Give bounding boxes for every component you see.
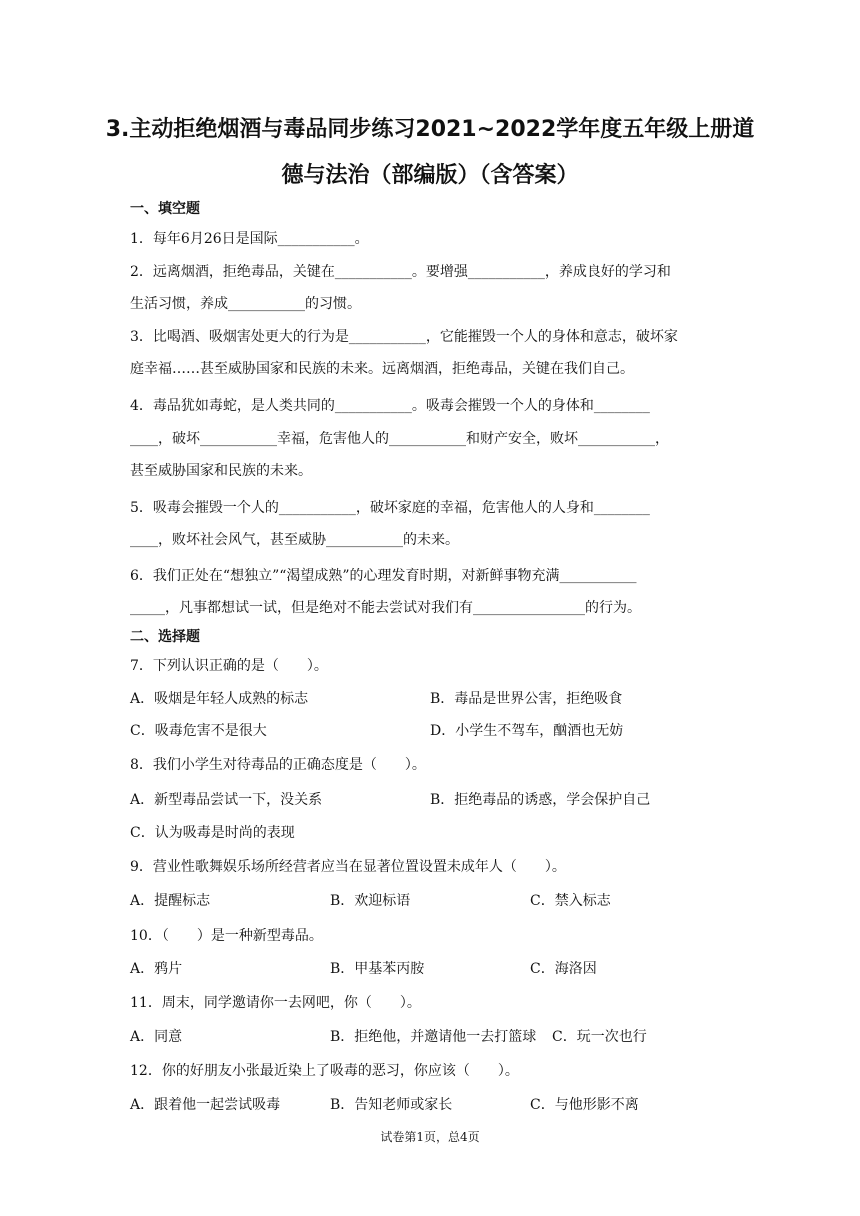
fill-question-line: 4．毒品犹如毒蛇，是人类共同的___________。吸毒会摧毁一个人的身体和________	[130, 398, 650, 414]
question-stem: 8．我们小学生对待毒品的正确态度是（ ）。	[130, 757, 426, 773]
answer-option: B．甲基苯丙胺	[330, 961, 425, 977]
fill-question-line: 庭幸福……甚至威胁国家和民族的未来。远离烟酒，拒绝毒品，关键在我们自己。	[130, 361, 634, 377]
fill-question-line: _____，凡事都想试一试，但是绝对不能去尝试对我们有________________的行为。	[130, 600, 641, 616]
answer-option: A．同意	[130, 1029, 183, 1045]
fill-question-line: ____，败坏社会风气，甚至威胁___________的未来。	[130, 532, 459, 548]
answer-option: A．跟着他一起尝试吸毒	[130, 1097, 281, 1113]
question-stem: 11．周末，同学邀请你一去网吧，你（ ）。	[130, 995, 421, 1011]
answer-option: A．吸烟是年轻人成熟的标志	[130, 691, 309, 707]
answer-option: C．玩一次也行	[552, 1029, 647, 1045]
answer-option: C．吸毒危害不是很大	[130, 723, 267, 739]
fill-question-line: 3．比喝酒、吸烟害处更大的行为是___________，它能摧毁一个人的身体和意志，破坏家	[130, 329, 678, 345]
answer-option: B．告知老师或家长	[330, 1097, 453, 1113]
answer-option: B．欢迎标语	[330, 893, 411, 909]
section-heading-choice: 二、选择题	[130, 629, 200, 645]
answer-option: A．新型毒品尝试一下，没关系	[130, 792, 323, 808]
fill-question-line: 生活习惯，养成___________的习惯。	[130, 296, 361, 312]
answer-option: C．禁入标志	[530, 893, 611, 909]
answer-option: C．认为吸毒是时尚的表现	[130, 825, 295, 841]
answer-option: B．拒绝他，并邀请他一去打篮球	[330, 1029, 537, 1045]
question-stem: 10．（ ）是一种新型毒品。	[130, 928, 323, 944]
answer-option: B．拒绝毒品的诱惑，学会保护自己	[430, 792, 651, 808]
answer-option: A．提醒标志	[130, 893, 211, 909]
document-title-line-2: 德与法治（部编版）（含答案）	[281, 163, 579, 188]
document-title-line-1: 3.主动拒绝烟酒与毒品同步练习2021~2022学年度五年级上册道	[105, 117, 755, 142]
answer-option: B．毒品是世界公害，拒绝吸食	[430, 691, 623, 707]
fill-question-line: ____，破坏___________幸福，危害他人的___________和财产安全，败坏___________，	[130, 431, 669, 447]
fill-question-line: 5．吸毒会摧毁一个人的___________，破坏家庭的幸福，危害他人的人身和________	[130, 500, 650, 516]
answer-option: C．与他形影不离	[530, 1097, 639, 1113]
fill-question-line: 1．每年6月26日是国际___________。	[130, 231, 369, 247]
answer-option: C．海洛因	[530, 961, 597, 977]
question-stem: 7．下列认识正确的是（ ）。	[130, 658, 328, 674]
fill-question-line: 6．我们正处在“想独立”“渴望成熟”的心理发育时期，对新鲜事物充满___________	[130, 568, 637, 584]
answer-option: D．小学生不驾车，酗酒也无妨	[430, 723, 624, 739]
fill-question-line: 甚至威胁国家和民族的未来。	[130, 463, 312, 479]
answer-option: A．鸦片	[130, 961, 183, 977]
section-heading-fill-blank: 一、填空题	[130, 201, 200, 217]
page-footer: 试卷第1页，总4页	[380, 1130, 480, 1144]
question-stem: 12．你的好朋友小张最近染上了吸毒的恶习，你应该（ ）。	[130, 1063, 519, 1079]
question-stem: 9．营业性歌舞娱乐场所经营者应当在显著位置设置未成年人（ ）。	[130, 859, 566, 875]
fill-question-line: 2．远离烟酒，拒绝毒品，关键在___________。要增强___________，养成良好的学习和	[130, 264, 671, 280]
